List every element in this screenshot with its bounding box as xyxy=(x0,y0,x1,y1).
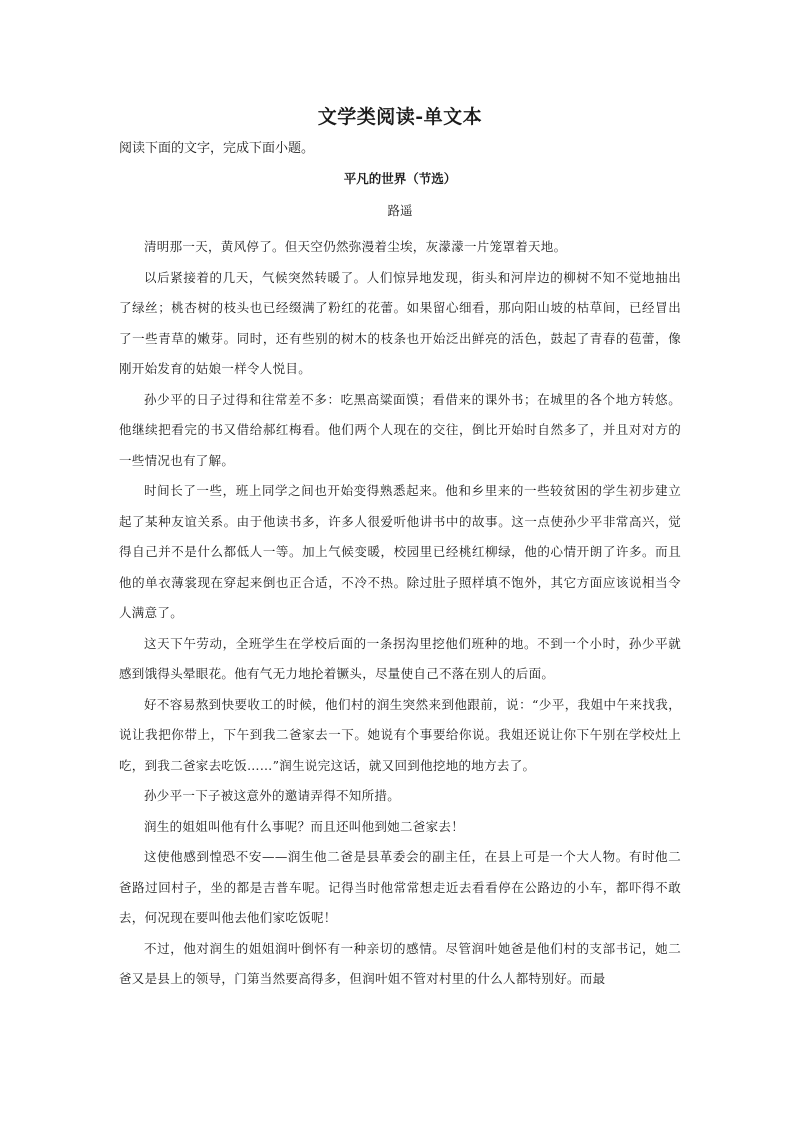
paragraph: 这使他感到惶恐不安——润生他二爸是县革委会的副主任，在县上可是一个大人物。有时他二爸路过回村子，坐的都是吉普车呢。记得当时他常常想走近去看看停在公路边的小车，都吓得不敢去，何况现在要叫他去他们家吃饭呢！ xyxy=(119,849,681,925)
paragraph: 时间长了一些，班上同学之间也开始变得熟悉起来。他和乡里来的一些较贫困的学生初步建立起了某种友谊关系。由于他读书多，许多人很爱听他讲书中的故事。这一点使孙少平非常高兴，觉得自己并不是什么都低人一等。加上气候变暖，校园里已经桃红柳绿，他的心情开朗了许多。而且他的单衣薄裳现在穿起来倒也正合适，不冷不热。除过肚子照样填不饱外，其它方面应该说相当令人满意了。 xyxy=(119,483,681,620)
paragraph: 好不容易熬到快要收工的时候，他们村的润生突然来到他跟前，说：“少平，我姐中午来找我，说让我把你带上，下午到我二爸家去一下。她说有个事要给你说。我姐还说让你下午别在学校灶上吃，到我二爸家去吃饭……”润生说完这话，就又回到他挖地的地方去了。 xyxy=(119,696,681,773)
paragraph: 孙少平一下子被这意外的邀请弄得不知所措。 xyxy=(144,788,401,803)
story-author: 路遥 xyxy=(387,203,413,218)
document-title: 文学类阅读-单文本 xyxy=(317,106,483,128)
story-title: 平凡的世界（节选） xyxy=(343,171,457,186)
paragraph: 孙少平的日子过得和往常差不多：吃黑高粱面馍；看借来的课外书；在城里的各个地方转悠。他继续把看完的书又借给郝红梅看。他们两个人现在的交往，倒比开始时自然多了，并且对对方的一些情况也有了解。 xyxy=(119,391,681,468)
reading-instruction: 阅读下面的文字，完成下面小题。 xyxy=(119,140,315,155)
paragraph: 不过，他对润生的姐姐润叶倒怀有一种亲切的感情。尽管润叶她爸是他们村的支部书记，她二爸又是县上的领导，门第当然要高得多，但润叶姐不管对村里的什么人都特别好。而最 xyxy=(119,940,681,986)
paragraph: 清明那一天，黄风停了。但天空仍然弥漫着尘埃，灰濛濛一片笼罩着天地。 xyxy=(144,239,567,254)
paragraph: 润生的姐姐叫他有什么事呢？而且还叫他到她二爸家去！ xyxy=(144,818,465,834)
paragraph: 以后紧接着的几天，气候突然转暖了。人们惊异地发现，街头和河岸边的柳树不知不觉地抽出了绿丝；桃杏树的枝头也已经缀满了粉红的花蕾。如果留心细看，那向阳山坡的枯草间，已经冒出了一些青草的嫩芽。同时，还有些别的树木的枝条也开始泛出鲜亮的活色，鼓起了青春的苞蕾，像刚开始发育的姑娘一样令人悦目。 xyxy=(119,269,681,376)
paragraph: 这天下午劳动，全班学生在学校后面的一条拐沟里挖他们班种的地。不到一个小时，孙少平就感到饿得头晕眼花。他有气无力地抡着镢头，尽量使自己不落在别人的后面。 xyxy=(119,635,681,681)
